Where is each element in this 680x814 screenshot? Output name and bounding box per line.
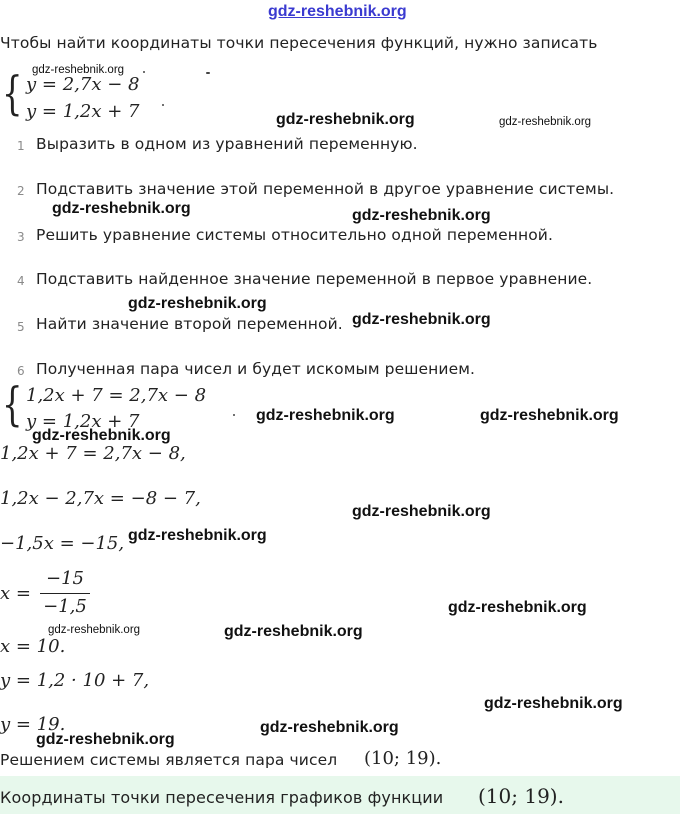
watermark: gdz-reshebnik.org <box>52 200 191 217</box>
watermark: gdz-reshebnik.org <box>32 64 125 76</box>
watermark: gdz-reshebnik.org <box>499 116 592 128</box>
watermark: gdz-reshebnik.org <box>352 311 491 328</box>
result-text: Решением системы является пара чисел <box>0 751 338 769</box>
period-dot <box>162 104 164 106</box>
speck <box>206 72 210 74</box>
system1-brace: { <box>2 66 23 120</box>
watermark: gdz-reshebnik.org <box>48 624 141 636</box>
fraction-numerator: −15 <box>46 568 84 589</box>
speck <box>143 71 145 73</box>
answer-box <box>0 776 680 814</box>
answer-pair: (10; 19). <box>478 784 564 808</box>
watermark: gdz-reshebnik.org <box>352 207 491 224</box>
fraction-label: x = <box>0 583 31 604</box>
watermark: gdz-reshebnik.org <box>224 623 363 640</box>
step-text: Найти значение второй переменной. <box>36 315 343 333</box>
step-text: Подставить найденное значение переменной в первое уравнение. <box>36 270 593 288</box>
watermark: gdz-reshebnik.org <box>480 407 619 424</box>
solution-line-2: 1,2x − 2,7x = −8 − 7, <box>0 488 201 509</box>
step-number: 2 <box>17 184 25 198</box>
solution-line-7: y = 19. <box>0 714 66 735</box>
system2-eq2: y = 1,2x + 7 <box>26 411 140 432</box>
step-text: Решить уравнение системы относительно одной переменной. <box>36 226 553 244</box>
system2-eq1: 1,2x + 7 = 2,7x − 8 <box>26 385 207 406</box>
watermark: gdz-reshebnik.org <box>256 407 395 424</box>
solution-line-5: x = 10. <box>0 636 66 657</box>
step-number: 5 <box>17 320 25 334</box>
step-text: Выразить в одном из уравнений переменную. <box>36 135 418 153</box>
watermark: gdz-reshebnik.org <box>32 427 171 444</box>
fraction-denominator: −1,5 <box>43 596 87 617</box>
watermark: gdz-reshebnik.org <box>352 503 491 520</box>
watermark: gdz-reshebnik.org <box>484 695 623 712</box>
step-number: 6 <box>17 364 25 378</box>
system1-eq1: y = 2,7x − 8 <box>26 74 140 95</box>
fraction-bar <box>40 593 90 594</box>
watermark: gdz-reshebnik.org <box>260 719 399 736</box>
site-header-link[interactable]: gdz-reshebnik.org <box>268 3 407 20</box>
step-number: 4 <box>17 274 25 288</box>
watermark: gdz-reshebnik.org <box>276 111 415 128</box>
system1-eq2: y = 1,2x + 7 <box>26 101 140 122</box>
step-text: Подставить значение этой переменной в другое уравнение системы. <box>36 180 615 198</box>
step-number: 1 <box>17 139 25 153</box>
solution-line-1: 1,2x + 7 = 2,7x − 8, <box>0 443 186 464</box>
step-number: 3 <box>17 230 25 244</box>
period-dot <box>233 414 235 416</box>
watermark: gdz-reshebnik.org <box>448 599 587 616</box>
solution-line-3: −1,5x = −15, <box>0 533 125 554</box>
watermark: gdz-reshebnik.org <box>36 731 175 748</box>
solution-line-6: y = 1,2 · 10 + 7, <box>0 670 150 691</box>
watermark: gdz-reshebnik.org <box>128 527 267 544</box>
step-text: Полученная пара чисел и будет искомым решением. <box>36 360 476 378</box>
answer-text: Координаты точки пересечения графиков функции <box>0 788 444 807</box>
watermark: gdz-reshebnik.org <box>128 295 267 312</box>
system2-brace: { <box>2 377 23 431</box>
result-pair: (10; 19). <box>364 748 442 769</box>
intro-text: Чтобы найти координаты точки пересечения функций, нужно записать <box>0 34 598 52</box>
